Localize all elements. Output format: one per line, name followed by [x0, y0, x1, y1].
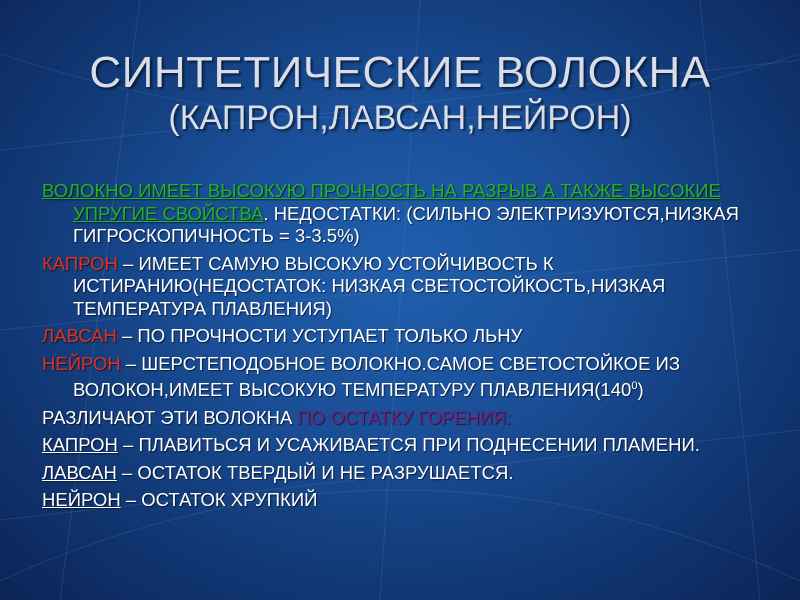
paragraph-neiron-burn [42, 489, 762, 512]
degree-mark: 0 [631, 380, 638, 392]
kapron-term: КАПРОН [42, 252, 118, 274]
paragraph-kapron-burn [42, 434, 762, 457]
paragraph-kapron [42, 253, 762, 321]
lavsan-burn-text: – ОСТАТОК ТВЕРДЫЙ И НЕ РАЗРУШАЕТСЯ. [116, 461, 514, 483]
drawbacks-text: . НЕДОСТАТКИ: (СИЛЬНО ЭЛЕКТРИЗУЮТСЯ,НИЗКАЯ ГИГРОСКОПИЧНОСТЬ = 3-3.5%) [73, 202, 740, 246]
paragraph-distinguish [42, 407, 762, 430]
kapron-text: – ИМЕЕТ САМУЮ ВЫСОКУЮ УСТОЙЧИВОСТЬ К ИСТИРАНИЮ(НЕДОСТАТОК: НИЗКАЯ СВЕТОСТОЙКОСТЬ,НИЗКАЯ ТЕМПЕРАТУРА ПЛАВЛЕНИЯ) [73, 252, 666, 319]
neiron-text: – ШЕРСТЕПОДОБНОЕ ВОЛОКНО.САМОЕ СВЕТОСТОЙКОЕ ИЗ ВОЛОКОН,ИМЕЕТ ВЫСОКУЮ ТЕМПЕРАТУРУ ПЛАВЛЕНИЯ(140 [73, 352, 681, 401]
lavsan-burn-term: ЛАВСАН [42, 461, 117, 483]
neiron-burn-term-a: НЕ [42, 489, 68, 511]
paragraph-lavsan [42, 325, 762, 348]
paragraph-neiron [42, 353, 762, 402]
lavsan-term: ЛАВСАН [42, 325, 117, 346]
lavsan-text: – ПО ПРОЧНОСТИ УСТУПАЕТ ТОЛЬКО ЛЬНУ [116, 325, 523, 346]
strength-highlight: ВОЛОКНО ИМЕЕТ ВЫСОКУЮ ПРОЧНОСТЬ НА РАЗРЫВ А ТАКЖЕ ВЫСОКИЕ УПРУГИЕ СВОЙСТВА [42, 180, 721, 224]
slide-title: СИНТЕТИЧЕСКИЕ ВОЛОКНА [89, 48, 711, 97]
distinguish-text: РАЗЛИЧАЮТ ЭТИ ВОЛОКНА [42, 406, 298, 428]
neiron-end: ) [637, 379, 644, 401]
paragraph-strength [42, 180, 762, 248]
kapron-burn-term: КАПРОН [42, 434, 118, 456]
neiron-burn-term-b: ЙРОН [67, 489, 121, 511]
burning-residue-highlight: ПО ОСТАТКУ ГОРЕНИЯ: [297, 406, 512, 428]
neiron-term: НЕЙРОН [42, 352, 121, 374]
slide-subtitle: (КАПРОН,ЛАВСАН,НЕЙРОН) [168, 99, 632, 137]
paragraph-lavsan-burn [42, 462, 762, 485]
kapron-burn-text: – ПЛАВИТЬСЯ И УСАЖИВАЕТСЯ ПРИ ПОДНЕСЕНИИ ПЛАМЕНИ. [117, 434, 700, 456]
neiron-burn-text: – ОСТАТОК ХРУПКИЙ [120, 489, 318, 511]
slide-body [42, 180, 762, 517]
